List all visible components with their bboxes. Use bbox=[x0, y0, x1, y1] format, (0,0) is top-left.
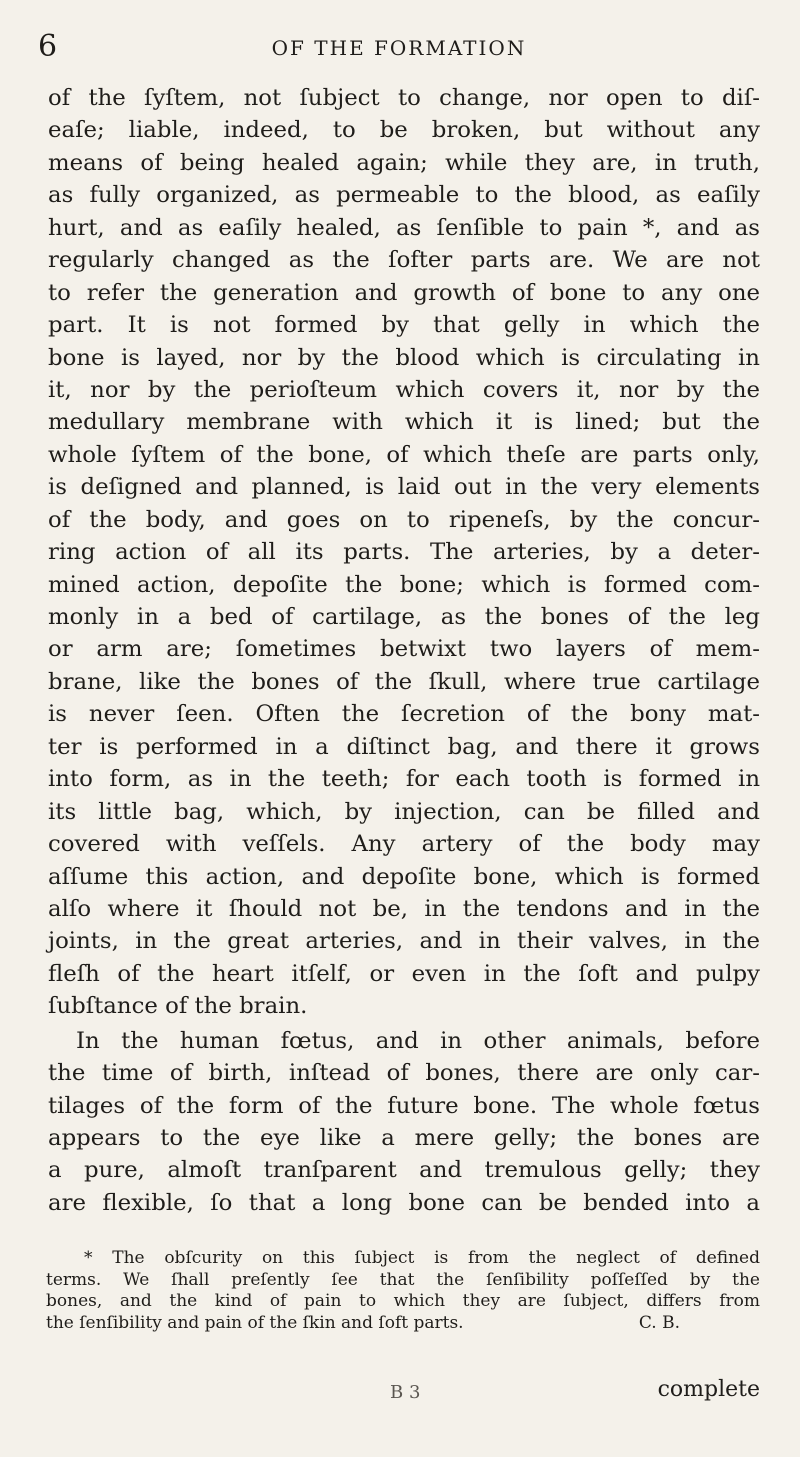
text-line: ter is performed in a diſtinct bag, and there it grows bbox=[48, 733, 760, 760]
text-line: is deſigned and planned, is laid out in the very elements bbox=[48, 474, 760, 501]
text-line: to refer the generation and growth of bone to any one bbox=[48, 279, 760, 306]
page-header bbox=[38, 30, 760, 66]
text-line: of the body, and goes on to ripeneſs, by the concur- bbox=[48, 506, 760, 533]
paragraph-2 bbox=[48, 1025, 760, 1220]
text-line: are flexible, ſo that a long bone can be bended into a bbox=[48, 1189, 760, 1216]
text-line: ring action of all its parts. The arteries, by a deter- bbox=[48, 539, 760, 566]
paragraph-1 bbox=[48, 82, 760, 1023]
body-text bbox=[48, 82, 760, 1219]
text-line: bone is layed, nor by the blood which is circulating in bbox=[48, 344, 760, 371]
text-line: regularly changed as the ſofter parts are. We are not bbox=[48, 247, 760, 274]
text-line: of the ſyſtem, not ſubject to change, nor open to diſ- bbox=[48, 85, 760, 111]
text-line: fleſh of the heart itſelf, or even in the ſoft and pulpy bbox=[48, 960, 760, 987]
footnote-line: the ſenſibility and pain of the ſkin and ſoft parts. C. B. bbox=[46, 1312, 680, 1333]
running-head: OF THE FORMATION bbox=[271, 36, 527, 60]
page-number: 6 bbox=[38, 29, 58, 64]
text-line: mined action, depoſite the bone; which is formed com- bbox=[48, 571, 760, 598]
footnote bbox=[46, 1248, 760, 1334]
catchword: complete bbox=[657, 1377, 760, 1402]
text-line: is never ſeen. Often the ſecretion of the bony mat- bbox=[48, 701, 760, 728]
text-line: it, nor by the perioſteum which covers it, nor by the bbox=[48, 376, 760, 403]
text-line: a pure, almoſt tranſparent and tremulous gelly; they bbox=[48, 1157, 760, 1184]
text-line: its little bag, which, by injection, can be filled and bbox=[48, 798, 760, 825]
text-line: means of being healed again; while they are, in truth, bbox=[48, 149, 760, 176]
text-line: into form, as in the teeth; for each tooth is formed in bbox=[48, 766, 760, 793]
text-line: ſubſtance of the brain. bbox=[48, 993, 308, 1020]
text-line: the time of birth, inſtead of bones, there are only car- bbox=[48, 1060, 760, 1087]
text-line: In the human fœtus, and in other animals, before bbox=[76, 1027, 760, 1054]
text-line: covered with veſſels. Any artery of the body may bbox=[48, 831, 760, 858]
footnote-line: * The obſcurity on this ſubject is from the neglect of defined bbox=[84, 1248, 760, 1268]
text-line: medullary membrane with which it is lined; but the bbox=[48, 409, 760, 436]
text-line: as fully organized, as permeable to the blood, as eaſily bbox=[48, 182, 760, 209]
text-line: whole ſyſtem of the bone, of which theſe are parts only, bbox=[48, 441, 760, 468]
text-line: appears to the eye like a mere gelly; the bones are bbox=[48, 1125, 760, 1151]
footnote-signature: C. B. bbox=[638, 1312, 680, 1333]
text-line: hurt, and as eaſily healed, as ſenſible to pain *, and as bbox=[48, 214, 760, 241]
text-line: alſo where it ſhould not be, in the tendons and in the bbox=[48, 895, 760, 922]
text-line: joints, in the great arteries, and in their valves, in the bbox=[48, 928, 760, 955]
text-line: or arm are; ſometimes betwixt two layers of mem- bbox=[48, 636, 760, 663]
text-line: aſſume this action, and depoſite bone, which is formed bbox=[48, 863, 760, 890]
text-line: eaſe; liable, indeed, to be broken, but without any bbox=[48, 117, 760, 144]
text-line: brane, like the bones of the ſkull, where true cartilage bbox=[48, 668, 760, 695]
text-line: tilages of the form of the future bone. The whole fœtus bbox=[48, 1092, 760, 1119]
footnote-line: terms. We ſhall preſently ſee that the ſenſibility poſſeſſed by the bbox=[46, 1269, 760, 1290]
text-line: part. It is not formed by that gelly in which the bbox=[48, 312, 760, 339]
signature-mark: B 3 bbox=[390, 1382, 421, 1403]
footnote-line: bones, and the kind of pain to which they are ſubject, differs from bbox=[46, 1291, 760, 1311]
text-line: monly in a bed of cartilage, as the bones of the leg bbox=[48, 604, 760, 630]
